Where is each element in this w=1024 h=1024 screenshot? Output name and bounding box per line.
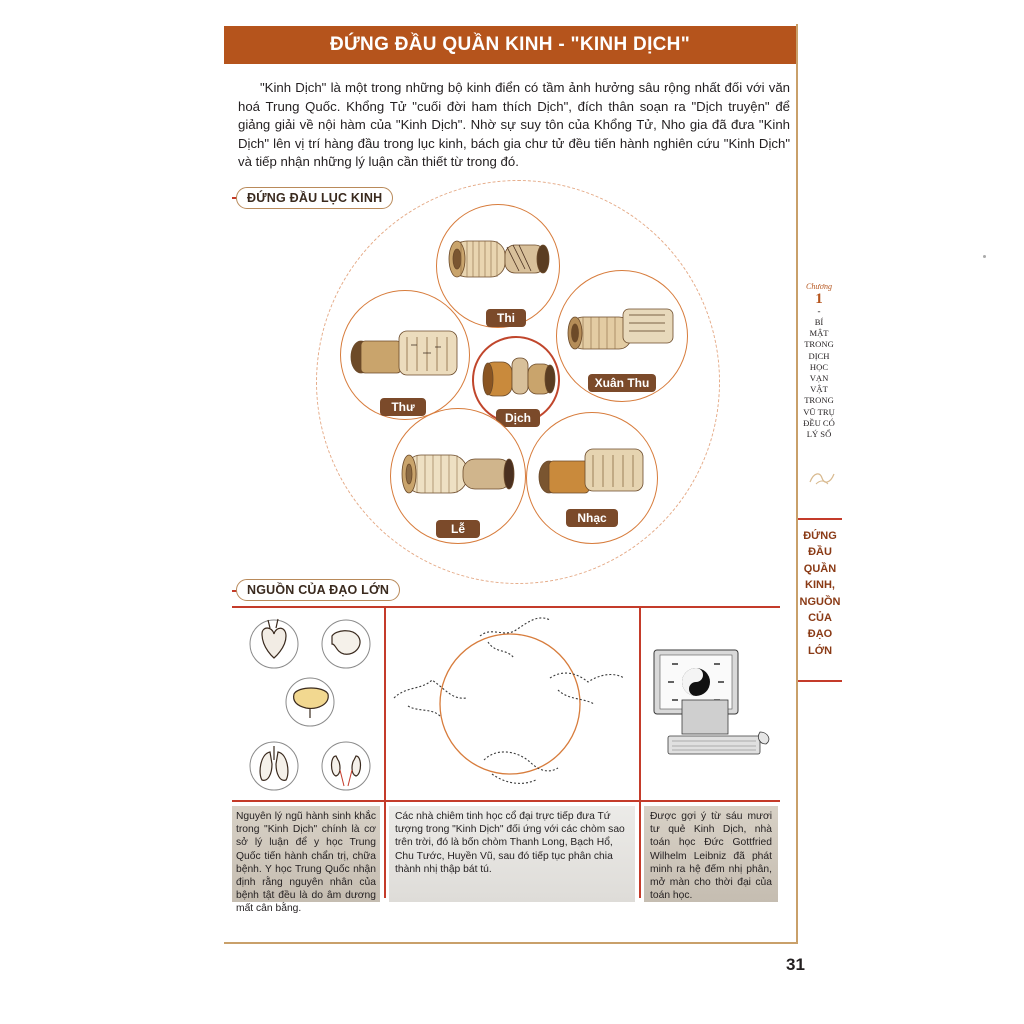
section-tab-line: QUẦN [803,562,837,575]
chapter-title-line: DỊCH [808,350,830,361]
lungs-icon [260,746,288,780]
scan-speck [983,255,986,258]
classic-label-thi: Thi [486,309,526,327]
computer-illustration [648,640,778,768]
classic-label-dich: Dịch [496,409,540,427]
section-label-luc-kinh [236,187,393,209]
section-label-text: NGUỒN CỦA ĐẠO LỚN [247,583,390,597]
chapter-title-line: BÍ [814,317,824,327]
chapter-title-line: HỌC [809,361,829,372]
section-tab-line: LỚN [807,644,833,657]
organs-illustration [240,614,380,796]
column-divider [384,608,386,898]
kidneys-icon [332,756,361,786]
chapter-title-line: ĐỀU CÓ [803,417,835,428]
liver-icon [294,688,329,718]
section-tab-line: ĐỨNG [803,530,837,542]
chapter-title-line: MẬT [809,328,829,339]
classic-label-le: Lễ [436,520,480,538]
section-tab-line: CỦA [808,612,832,625]
page-title: ĐỨNG ĐẦU QUẦN KINH - "KINH DỊCH" [329,34,691,55]
chapter-dash: - [817,306,821,316]
grid-caption-rule [232,800,780,802]
section-tab-line: KINH, [805,579,835,592]
page-number: 31 [786,955,805,974]
intro-text: "Kinh Dịch" là một trong những bộ kinh điển có tầm ảnh hưởng sâu rộng nhất đối với văn hoá Trung Quốc. Khổng Tử "cuối đời ham thích Dịch", đích thân soạn ra "Dịch truyện" để giảng giải về nội hàm của "Kinh Dịch". Nhờ sự suy tôn của Khổng Tử, Nho gia đã đưa "Kinh Dịch" lên vị trí hàng đầu trong lục kinh, bách gia chư tử đều tiến hành nghiên cứu "Kinh Dịch" và tiếp nhận những lý luận cần thiết từ trong đó. [238,80,790,170]
chapter-title [798,317,840,440]
classic-label-xuan-thu: Xuân Thu [588,374,656,392]
page-bottom-rule [224,942,798,944]
bamboo-scroll-icon [480,354,556,402]
bamboo-scroll-icon [347,327,463,383]
column-divider [639,608,641,898]
chapter-title-line: VŨ TRỤ [803,406,835,417]
chapter-title-line: LÝ SỐ [806,429,832,440]
chapter-title-line: TRONG [804,395,834,406]
chapter-title-line: VẬT [810,384,828,395]
tortoise-icon [484,752,558,783]
ornament-icon [806,468,838,488]
caption-math: Được gợi ý từ sáu mươi tư quẻ Kinh Dịch, nhà toán học Đức Gottfried Wilhelm Leibniz đã phát minh ra hệ đếm nhị phân, mở màn cho thời đại của toán học. [644,806,778,902]
bamboo-scroll-icon [447,227,551,291]
section-tab-line: ĐẠO [807,628,833,641]
chapter-sidebar [798,282,840,440]
page-title-bar [224,26,796,64]
four-symbols-illustration [388,608,638,798]
section-label-text: ĐỨNG ĐẦU LỤC KINH [247,191,383,205]
bamboo-scroll-icon [535,443,649,501]
caption-astronomy: Các nhà chiêm tinh học cổ đại trực tiếp đưa Tứ tượng trong "Kinh Dịch" đối ứng với các chòm sao trên trời, đó là bốn chòm Thanh Long, Bạch Hổ, Chu Tước, Huyền Vũ, sau đó tiếp tục phân chia thành nhị thập bát tú. [389,806,635,902]
bamboo-scroll-icon [401,443,517,503]
bird-icon [394,680,466,716]
section-tab-line: ĐẦU [808,546,832,559]
dragon-icon [480,618,550,658]
chapter-title-line: VẠN [809,373,829,384]
caption-medicine: Nguyên lý ngũ hành sinh khắc trong "Kinh Dịch" chính là cơ sở lý luận để y học Trung Quốc tiến hành chẩn trị, chữa bệnh. Y học Trung Quốc nhận định rằng nguyên nhân của bệnh tật đều là do âm dương mất cân bằng. [232,806,380,902]
tiger-icon [550,673,624,704]
bamboo-scroll-icon [567,299,679,363]
chapter-number: 1 [815,291,823,307]
section-tab-line: NGUỒN [799,595,841,608]
heart-icon [262,619,286,658]
section-tab [798,518,842,682]
chapter-word: Chương [806,282,832,291]
chapter-title-line: TRONG [804,339,834,350]
classic-label-nhac: Nhạc [566,509,618,527]
keyboard-icon [668,736,760,754]
intro-paragraph [238,79,790,172]
section-label-nguon [236,579,400,601]
stomach-icon [332,631,360,654]
classic-label-thu: Thư [380,398,426,416]
